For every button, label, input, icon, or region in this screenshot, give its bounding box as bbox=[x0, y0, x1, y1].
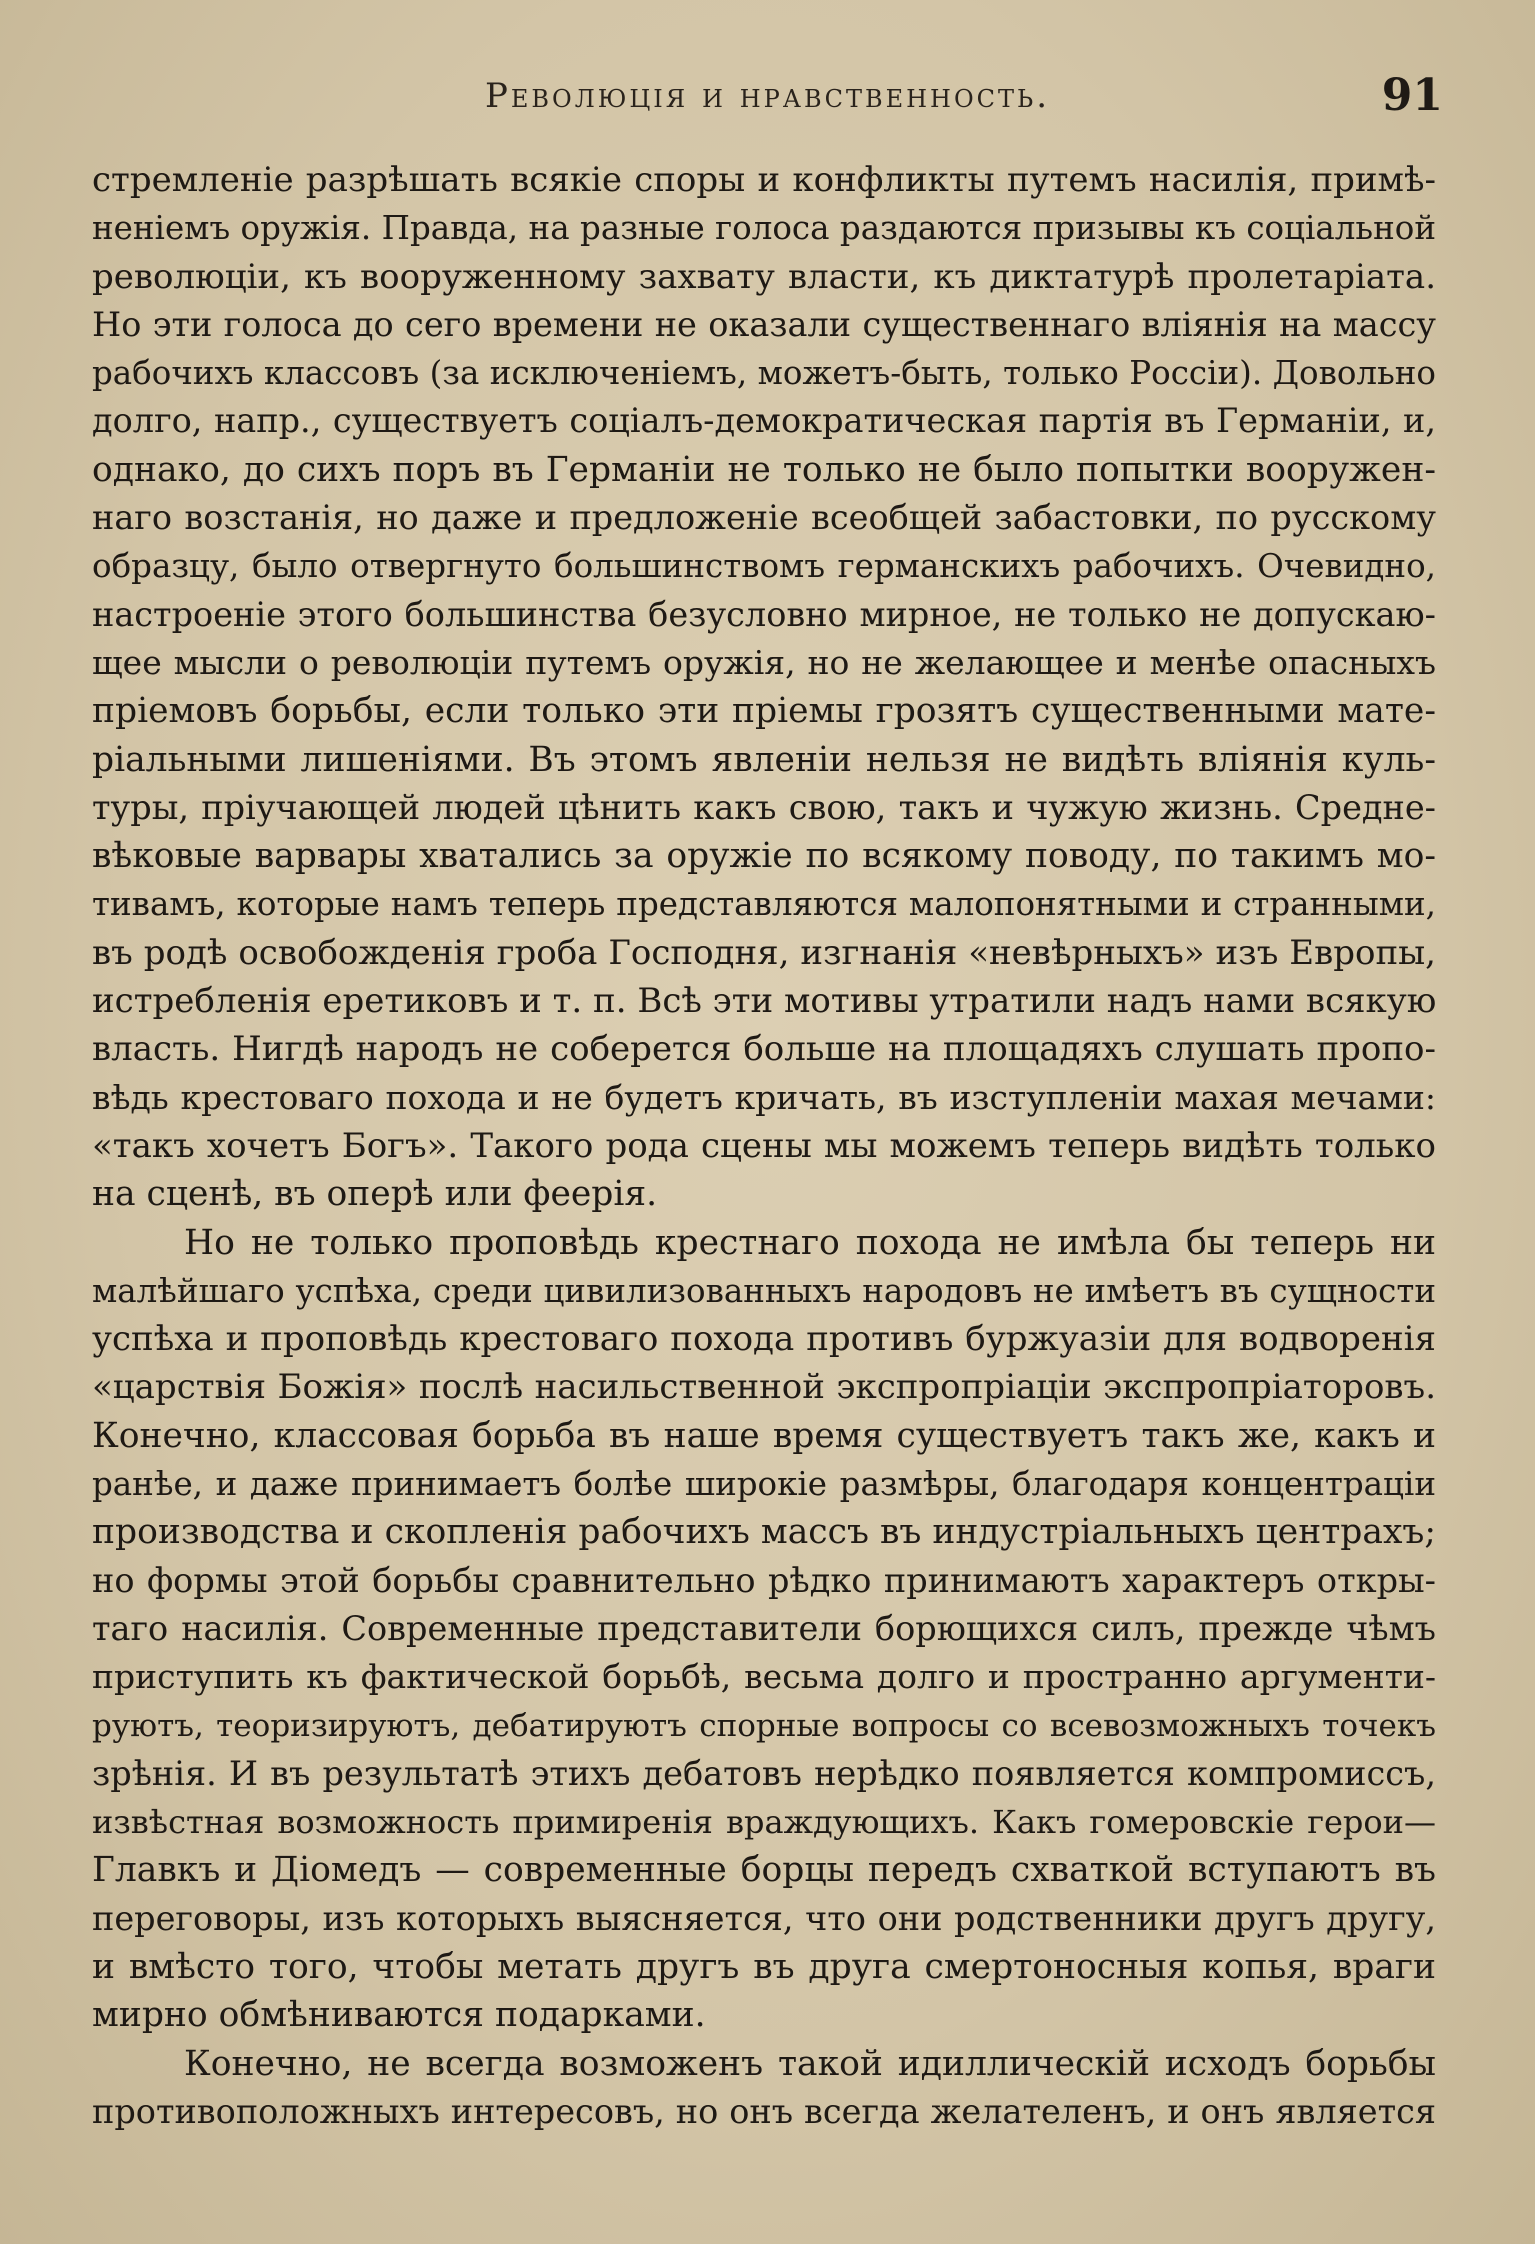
text-line: ріальными лишеніями. Въ этомъ явленіи нельзя не видѣть вліянія куль- bbox=[92, 739, 1436, 780]
text-line: стремленіе разрѣшать всякіе споры и конфликты путемъ насилія, примѣ- bbox=[92, 160, 1436, 200]
text-line: щее мысли о революціи путемъ оружія, но не желающее и менѣе опасныхъ bbox=[92, 642, 1436, 682]
page-header bbox=[92, 70, 1443, 130]
text-line: но формы этой борьбы сравнительно рѣдко принимаютъ характеръ откры- bbox=[92, 1560, 1436, 1600]
page-number: 91 bbox=[1381, 70, 1443, 121]
text-line: вѣковые варвары хватались за оружіе по всякому поводу, по такимъ мо- bbox=[92, 836, 1436, 877]
text-line: Конечно, классовая борьба въ наше время существуетъ такъ же, какъ и bbox=[92, 1415, 1436, 1456]
text-line: малѣйшаго успѣха, среди цивилизованныхъ народовъ не имѣетъ въ сущности bbox=[92, 1271, 1436, 1310]
text-line: приступить къ фактической борьбѣ, весьма долго и пространно аргументи- bbox=[92, 1657, 1436, 1697]
text-line: неніемъ оружія. Правда, на разные голоса раздаются призывы къ соціальной bbox=[92, 209, 1436, 248]
text-line: успѣха и проповѣдь крестоваго похода противъ буржуазіи для водворенія bbox=[92, 1319, 1436, 1360]
text-line: извѣстная возможность примиренія враждующихъ. Какъ гомеровскіе герои— bbox=[92, 1803, 1436, 1842]
text-line: власть. Нигдѣ народъ не соберется больше на площадяхъ слушать пропо- bbox=[92, 1029, 1436, 1070]
text-line: рабочихъ классовъ (за исключеніемъ, можетъ-быть, только Россіи). Довольно bbox=[92, 354, 1436, 393]
running-title: Революція и нравственность. bbox=[484, 76, 1051, 116]
text-line: руютъ, теоризируютъ, дебатируютъ спорные вопросы со всевозможныхъ точекъ bbox=[92, 1707, 1436, 1744]
paragraph-start-line: Конечно, не всегда возможенъ такой идиллическій исходъ борьбы bbox=[184, 2043, 1436, 2084]
text-line: Главкъ и Діомедъ — современные борцы передъ схваткой вступаютъ въ bbox=[92, 1850, 1436, 1891]
paragraph-start-line: Но не только проповѣдь крестнаго похода не имѣла бы теперь ни bbox=[184, 1222, 1436, 1263]
text-line: однако, до сихъ поръ въ Германіи не только не было попытки вооружен- bbox=[92, 449, 1436, 490]
text-line: и вмѣсто того, чтобы метать другъ въ друга смертоносныя копья, враги bbox=[92, 1946, 1436, 1987]
body-text bbox=[92, 156, 1436, 2136]
text-line: истребленія еретиковъ и т. п. Всѣ эти мотивы утратили надъ нами всякую bbox=[92, 981, 1436, 1022]
text-line: наго возстанія, но даже и предложеніе всеобщей забастовки, по русскому bbox=[92, 498, 1436, 538]
text-line: Но эти голоса до сего времени не оказали существеннаго вліянія на массу bbox=[92, 304, 1436, 344]
text-line: долго, напр., существуетъ соціалъ-демократическая партія въ Германіи, и, bbox=[92, 401, 1436, 441]
text-line: производства и скопленія рабочихъ массъ въ индустріальныхъ центрахъ; bbox=[92, 1512, 1436, 1553]
text-line: таго насилія. Современные представители борющихся силъ, прежде чѣмъ bbox=[92, 1608, 1436, 1648]
text-line: образцу, было отвергнуто большинствомъ германскихъ рабочихъ. Очевидно, bbox=[92, 547, 1436, 586]
text-line: противоположныхъ интересовъ, но онъ всегда желателенъ, и онъ является bbox=[92, 2091, 1436, 2131]
text-line: «царствія Божія» послѣ насильственной экспропріаціи экспропріаторовъ. bbox=[92, 1367, 1436, 1408]
text-line: туры, пріучающей людей цѣнить какъ свою, такъ и чужую жизнь. Средне- bbox=[92, 787, 1436, 827]
paragraph-end-line: мирно обмѣниваются подарками. bbox=[92, 1995, 706, 2036]
text-line: переговоры, изъ которыхъ выясняется, что они родственники другъ другу, bbox=[92, 1898, 1436, 1938]
text-line: настроеніе этого большинства безусловно мирное, не только не допускаю- bbox=[92, 594, 1436, 634]
text-line: «такъ хочетъ Богъ». Такого рода сцены мы можемъ теперь видѣть только bbox=[92, 1125, 1436, 1166]
text-line: зрѣнія. И въ результатѣ этихъ дебатовъ нерѣдко появляется компромиссъ, bbox=[92, 1753, 1436, 1793]
paragraph-end-line: на сценѣ, въ оперѣ или феерія. bbox=[92, 1174, 658, 1215]
text-line: революціи, къ вооруженному захвату власти, къ диктатурѣ пролетаріата. bbox=[92, 256, 1436, 297]
text-line: ранѣе, и даже принимаетъ болѣе широкіе размѣры, благодаря концентраціи bbox=[92, 1465, 1436, 1504]
text-line: въ родѣ освобожденія гроба Господня, изгнанія «невѣрныхъ» изъ Европы, bbox=[92, 932, 1436, 973]
text-line: вѣдь крестоваго похода и не будетъ кричать, въ изступленіи махая мечами: bbox=[92, 1077, 1436, 1117]
text-line: тивамъ, которые намъ теперь представляются малопонятными и странными, bbox=[92, 885, 1436, 924]
text-line: пріемовъ борьбы, если только эти пріемы грозятъ существенными мате- bbox=[92, 691, 1436, 732]
